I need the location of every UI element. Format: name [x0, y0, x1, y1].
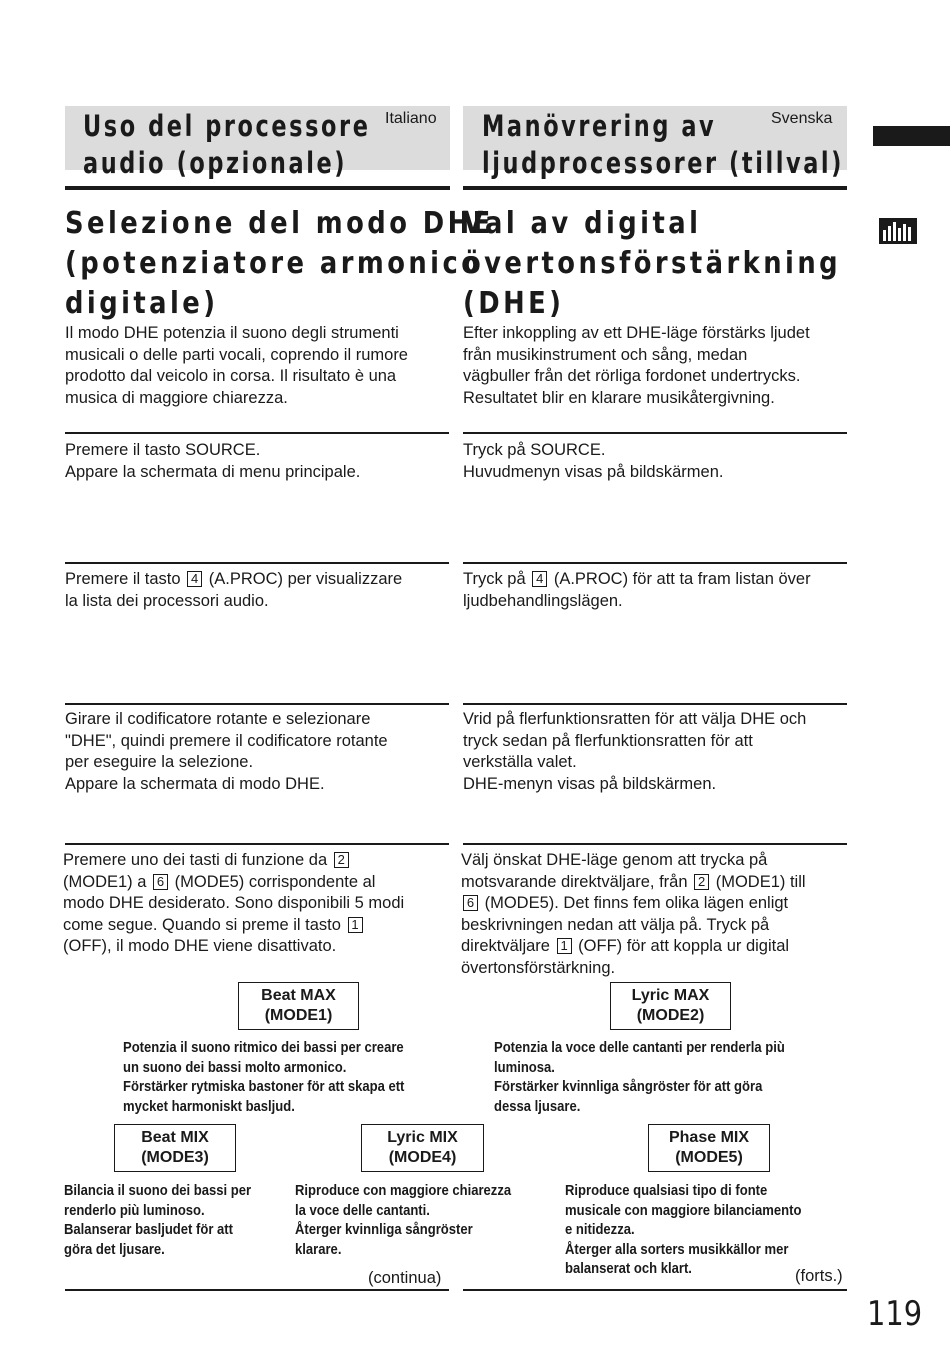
step-divider	[65, 703, 449, 705]
mode-box-lyric-max: Lyric MAX (MODE2)	[610, 982, 731, 1030]
heading-sv-line2: övertonsförstärkning	[463, 246, 842, 281]
intro-sv: Efter inkoppling av ett DHE-läge förstärks ljudet från musikinstrument och sång, medan vägbuller från det rörliga fordonet undertrycks. Resultatet blir en klarare musikåtergivning.	[463, 324, 810, 407]
step3-sv: Vrid på flerfunktionsratten för att välja DHE och tryck sedan på flerfunktionsratten för att verkställa valet. DHE-menyn visas på bildskärmen.	[463, 710, 807, 793]
step-divider	[463, 843, 847, 845]
section-title-sv-line1: Manövrering av	[482, 109, 717, 143]
mode-desc-beat-mix: Bilancia il suono dei bassi per renderlo più luminoso. Balanserar basljudet för att göra det ljusare.	[64, 1183, 252, 1258]
mode-box-beat-max: Beat MAX (MODE1)	[238, 982, 359, 1030]
continued-label-sv: (forts.)	[795, 1267, 843, 1285]
key-2-icon: 2	[694, 874, 709, 890]
language-label-it: Italiano	[385, 110, 437, 127]
key-6-icon: 6	[153, 874, 168, 890]
step3-it: Girare il codificatore rotante e selezionare "DHE", quindi premere il codificatore rotante per eseguire la selezione. Appare la schermata di modo DHE.	[65, 710, 388, 793]
footer-rule-sv	[463, 1289, 847, 1291]
section-rule-sv	[463, 186, 847, 190]
mode-box-beat-mix: Beat MIX (MODE3)	[114, 1124, 236, 1172]
heading-it-line3: digitale)	[65, 286, 219, 321]
step2-it: Premere il tasto 4 (A.PROC) per visualizzare la lista dei processori audio.	[65, 570, 403, 610]
step-divider	[65, 843, 449, 845]
equalizer-icon	[879, 218, 917, 244]
key-6-icon: 6	[463, 895, 478, 911]
key-4-icon: 4	[532, 571, 547, 587]
heading-sv-line1: Val av digital	[463, 206, 702, 241]
language-label-sv: Svenska	[771, 110, 833, 127]
step-divider	[463, 562, 847, 564]
key-2-icon: 2	[334, 852, 349, 868]
key-4-icon: 4	[187, 571, 202, 587]
step-divider	[463, 432, 847, 434]
intro-it: Il modo DHE potenzia il suono degli strumenti musicali o delle parti vocali, coprendo il rumore prodotto dal veicolo in corsa. Il risultato è una musica di maggiore chiarezza.	[65, 324, 408, 407]
mode-desc-phase-mix: Riproduce qualsiasi tipo di fonte musicale con maggiore bilanciamento e nitidezza. Återger alla sorters musikkällor mer balanserat och klart.	[565, 1183, 802, 1277]
step4-it: Premere uno dei tasti di funzione da 2 (MODE1) a 6 (MODE5) corrispondente al modo DHE desiderato. Sono disponibili 5 modi come segue. Quando si preme il tasto 1 (OFF), il modo DHE viene disattivato.	[63, 851, 405, 955]
mode-desc-lyric-max: Potenzia la voce delle cantanti per renderla più luminosa. Förstärker kvinnliga sångröster för att göra dessa ljusare.	[494, 1040, 785, 1115]
mode-box-phase-mix: Phase MIX (MODE5)	[648, 1124, 770, 1172]
step2-sv: Tryck på 4 (A.PROC) för att ta fram listan över ljudbehandlingslägen.	[463, 570, 811, 610]
step4-sv: Välj önskat DHE-läge genom att trycka på motsvarande direktväljare, från 2 (MODE1) till 6 (MODE5). Det finns fem olika lägen enligt beskrivningen nedan att välja på. Tryck på direktväljare 1 (OFF) för att koppla ur digital övertonsförstärkning.	[461, 851, 806, 977]
key-1-icon: 1	[348, 917, 363, 933]
mode-desc-beat-max: Potenzia il suono ritmico dei bassi per creare un suono dei bassi molto armonico. Förstärker rytmiska bastoner för att skapa ett mycket harmoniskt basljud.	[123, 1040, 405, 1115]
step-divider	[463, 703, 847, 705]
section-title-sv-line2: ljudprocessorer (tillval)	[482, 146, 845, 180]
mode-desc-lyric-mix: Riproduce con maggiore chiarezza la voce delle cantanti. Återger kvinnliga sångröster klarare.	[295, 1183, 512, 1258]
mode-box-lyric-mix: Lyric MIX (MODE4)	[361, 1124, 484, 1172]
section-tab-marker	[873, 126, 950, 146]
section-rule-it	[65, 186, 450, 190]
page-number: 119	[867, 1294, 923, 1334]
step1-sv: Tryck på SOURCE. Huvudmenyn visas på bildskärmen.	[463, 441, 724, 481]
footer-rule-it	[65, 1289, 449, 1291]
section-title-it-line1: Uso del processore	[83, 109, 371, 143]
heading-it-line2: (potenziatore armonico	[65, 246, 483, 281]
section-title-it-line2: audio (opzionale)	[83, 146, 348, 180]
continued-label-it: (continua)	[368, 1269, 442, 1287]
step-divider	[65, 562, 449, 564]
heading-sv-line3: (DHE)	[463, 286, 565, 321]
heading-it-line1: Selezione del modo DHE	[65, 206, 494, 241]
key-1-icon: 1	[557, 938, 572, 954]
step1-it: Premere il tasto SOURCE. Appare la schermata di menu principale.	[65, 441, 361, 481]
step-divider	[65, 432, 449, 434]
